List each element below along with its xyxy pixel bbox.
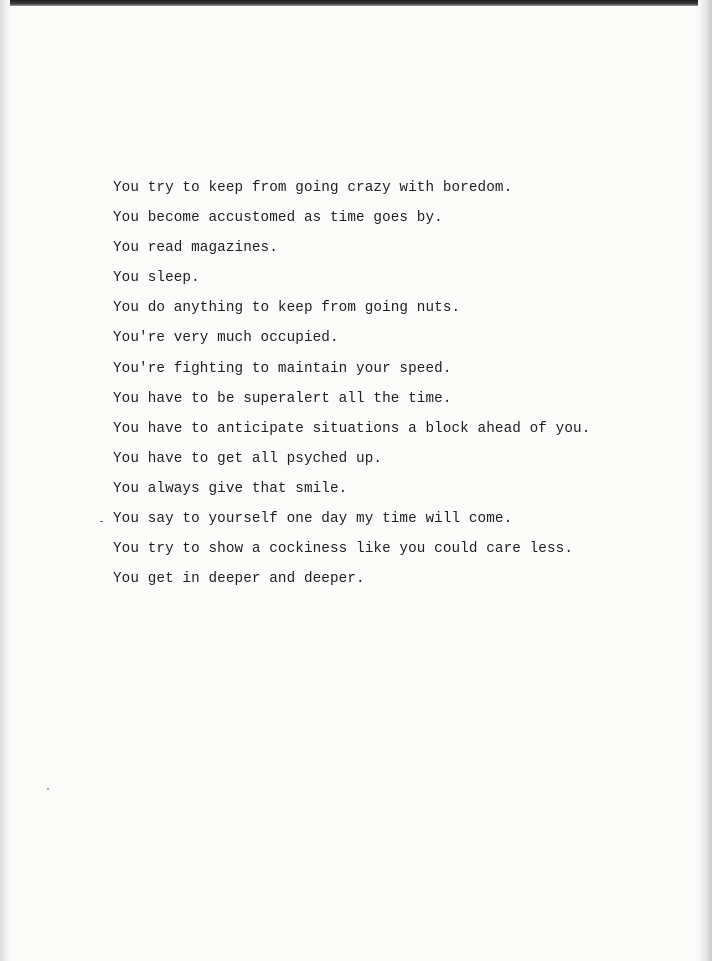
text-line: You become accustomed as time goes by. [113,210,443,227]
text-line: You have to anticipate situations a block ahead of you. [113,420,591,437]
page-left-edge [0,0,10,961]
paper-speck [47,788,49,790]
text-line: You're very much occupied. [113,330,339,347]
text-line: You read magazines. [113,240,278,257]
text-line: You always give that smile. [113,480,348,497]
scan-top-edge [0,0,712,6]
text-line: You have to be superalert all the time. [113,390,452,407]
text-line: You do anything to keep from going nuts. [113,300,461,317]
text-line: You get in deeper and deeper. [113,571,365,588]
page-right-edge [698,0,712,961]
text-line: You try to keep from going crazy with boredom. [113,180,513,196]
stray-mark [100,521,103,522]
typewritten-text [113,176,590,597]
text-line: You have to get all psyched up. [113,450,383,467]
text-line: You say to yourself one day my time will come. [113,511,513,528]
text-line: You sleep. [113,270,200,287]
text-line: You try to show a cockiness like you could care less. [113,541,574,558]
text-line: You're fighting to maintain your speed. [113,360,452,377]
